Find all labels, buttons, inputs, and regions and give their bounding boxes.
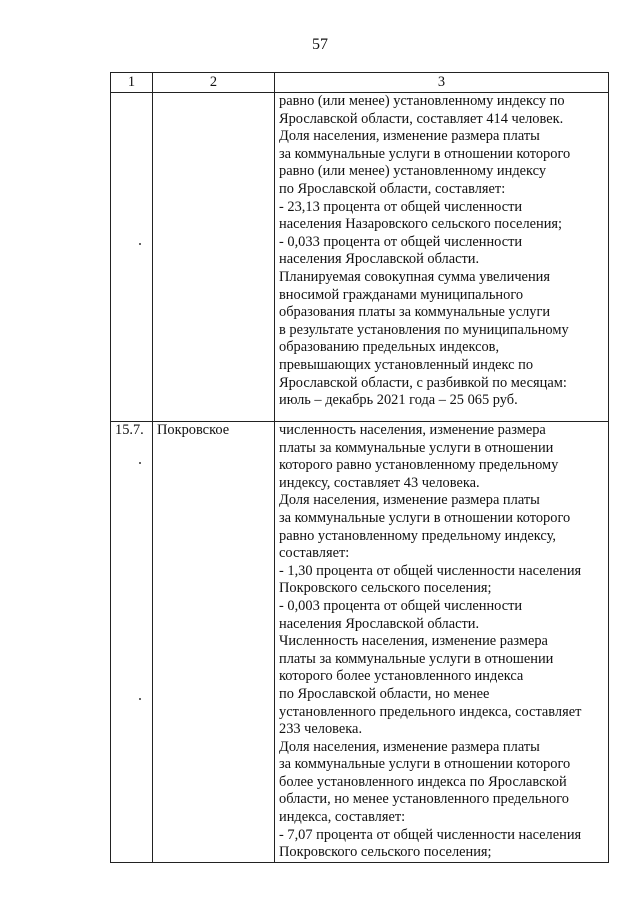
- text-line: населения Ярославской области.: [279, 615, 480, 632]
- text-line: - 7,07 процента от общей численности населения: [279, 826, 582, 843]
- text-line: по Ярославской области, составляет:: [279, 180, 506, 197]
- text-line: области, но менее установленного предельного: [279, 791, 569, 808]
- text-line: равно (или менее) установленному индексу: [279, 163, 547, 180]
- row-number-wrap: [115, 422, 148, 440]
- text-line: Доля населения, изменение размера платы: [279, 128, 540, 145]
- text-line: которого равно установленному предельному: [279, 457, 559, 474]
- text-line: образования платы за коммунальные услуги: [279, 304, 551, 321]
- municipality-cell: [153, 93, 275, 422]
- text-line: в результате установления по муниципальному: [279, 321, 569, 338]
- description-cell: [275, 93, 609, 422]
- text-line: платы за коммунальные услуги в отношении: [279, 439, 554, 456]
- text-line: индекса, составляет:: [279, 809, 406, 826]
- text-line: Покровского сельского поселения;: [279, 844, 492, 861]
- text-line: равно установленному предельному индексу,: [279, 527, 556, 544]
- text-line: вносимой гражданами муниципального: [279, 286, 524, 303]
- text-line: превышающих установленный индекс по: [279, 356, 534, 373]
- text-line: индексу, составляет 43 человека.: [279, 474, 480, 491]
- scan-speck: [139, 698, 141, 700]
- description-cell: [275, 422, 609, 863]
- description-lines: [279, 93, 604, 410]
- page-number: 57: [312, 36, 328, 53]
- text-line: 233 человека.: [279, 721, 363, 738]
- row-number-cell: [111, 422, 153, 863]
- table-row: [111, 93, 609, 422]
- table-header-row: [111, 73, 609, 93]
- column-header-2: 2: [153, 73, 275, 93]
- municipality-name: Покровское: [157, 422, 230, 438]
- text-line: составляет:: [279, 545, 350, 562]
- text-line: Планируемая совокупная сумма увеличения: [279, 268, 550, 285]
- municipality-cell: [153, 422, 275, 863]
- text-line: численность населения, изменение размера: [279, 422, 546, 438]
- text-line: Доля населения, изменение размера платы: [279, 492, 540, 509]
- text-line: - 0,003 процента от общей численности: [279, 597, 523, 614]
- text-line: населения Назаровского сельского поселения;: [279, 216, 563, 233]
- text-line: Ярославской области, с разбивкой по месяцам:: [279, 374, 567, 391]
- text-line: платы за коммунальные услуги в отношении: [279, 650, 554, 667]
- text-line: - 0,033 процента от общей численности: [279, 233, 523, 250]
- text-line: равно (или менее) установленному индексу по: [279, 93, 565, 109]
- document-table: [110, 72, 609, 863]
- text-line: за коммунальные услуги в отношении которого: [279, 756, 571, 773]
- text-line: за коммунальные услуги в отношении которого: [279, 509, 571, 526]
- text-line: Численность населения, изменение размера: [279, 633, 548, 650]
- text-line: образованию предельных индексов,: [279, 339, 500, 356]
- text-line: которого более установленного индекса: [279, 668, 524, 685]
- row-number-cell: [111, 93, 153, 422]
- text-line: - 1,30 процента от общей численности населения: [279, 562, 582, 579]
- table-row: [111, 422, 609, 863]
- text-line: - 23,13 процента от общей численности: [279, 198, 523, 215]
- scan-speck: [139, 462, 141, 464]
- text-line: по Ярославской области, но менее: [279, 685, 490, 702]
- text-line: за коммунальные услуги в отношении которого: [279, 145, 571, 162]
- scan-speck: [139, 243, 141, 245]
- description-lines: [279, 422, 604, 862]
- column-header-3: 3: [275, 73, 609, 93]
- text-line: Покровского сельского поселения;: [279, 580, 492, 597]
- text-line: Доля населения, изменение размера платы: [279, 738, 540, 755]
- text-line: июль – декабрь 2021 года – 25 065 руб.: [279, 392, 518, 409]
- row-number: 15.7.: [115, 422, 144, 438]
- text-line: населения Ярославской области.: [279, 251, 480, 268]
- text-line: Ярославской области, составляет 414 человек.: [279, 110, 564, 127]
- text-line: более установленного индекса по Ярославской: [279, 773, 567, 790]
- text-line: установленного предельного индекса, составляет: [279, 703, 582, 720]
- column-header-1: 1: [111, 73, 153, 93]
